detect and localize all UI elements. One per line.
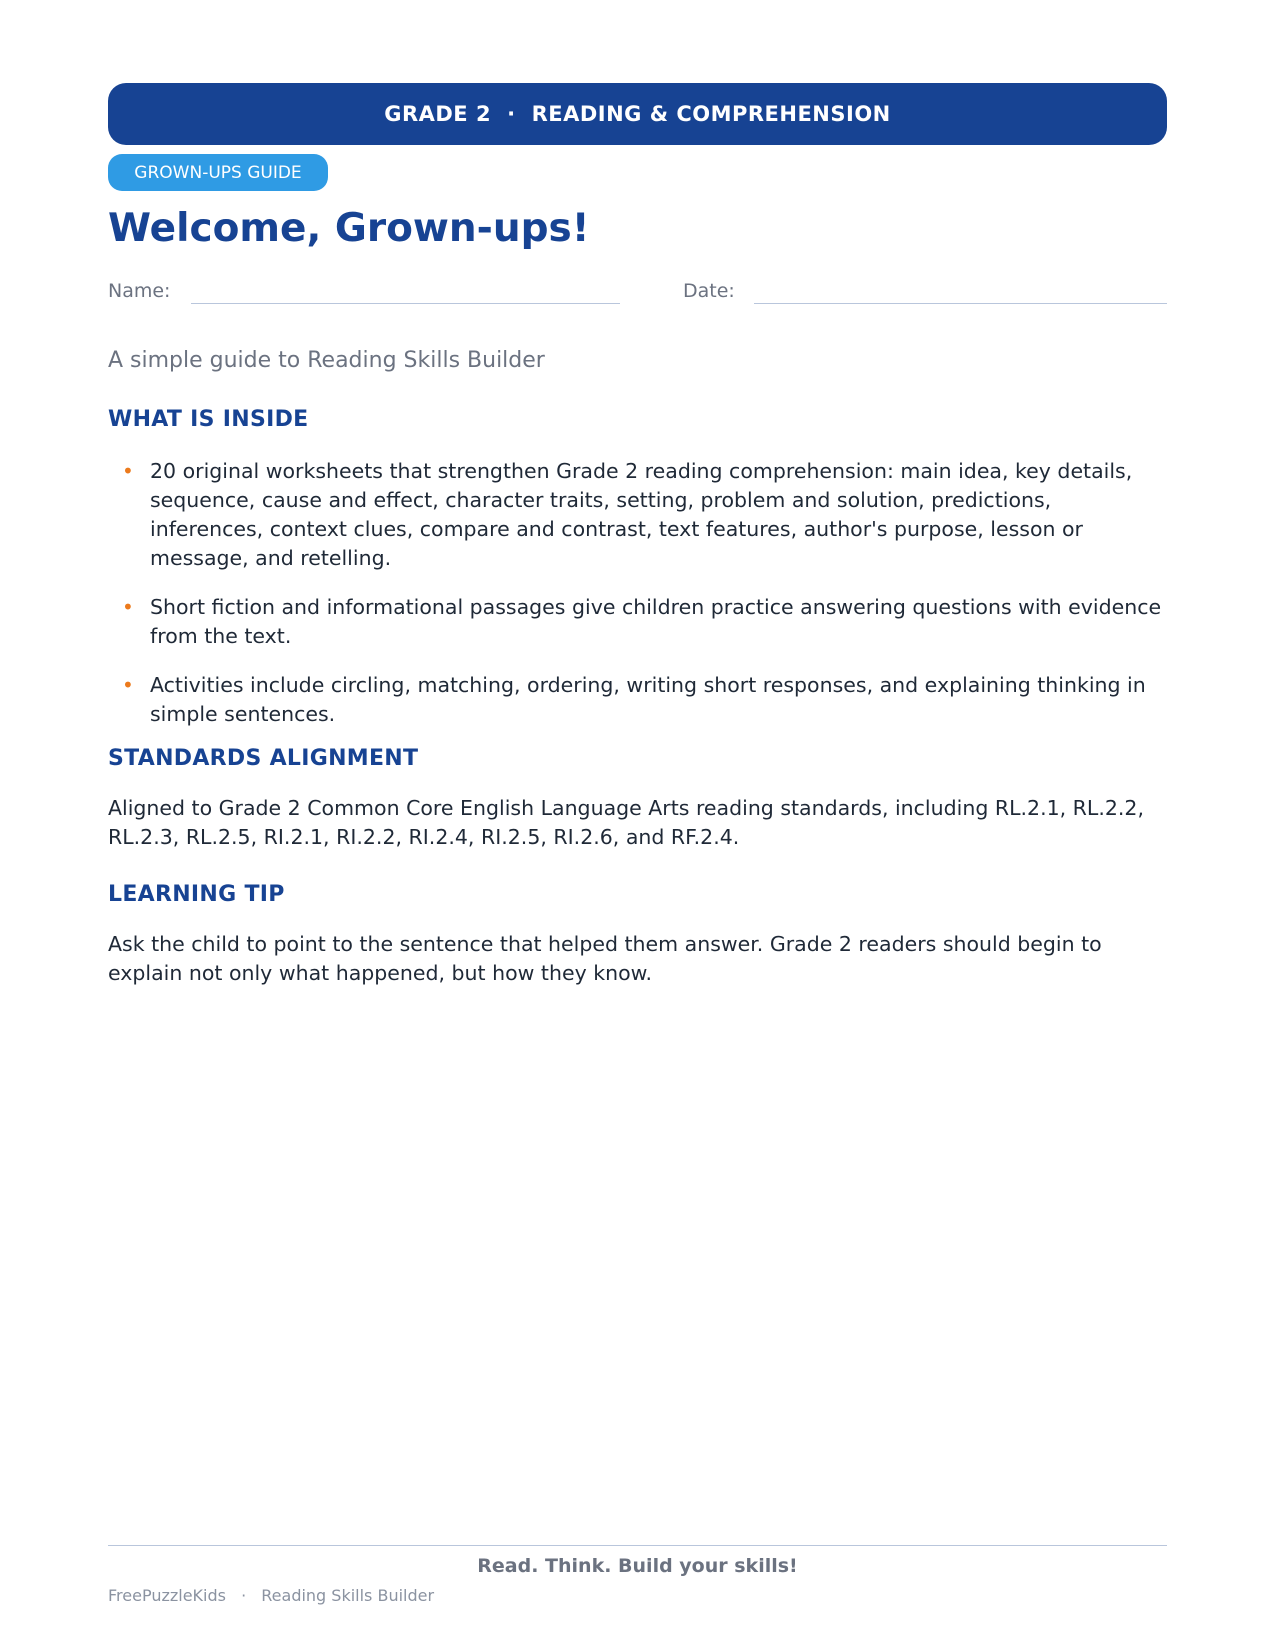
date-label: Date:	[683, 280, 735, 302]
subject-label: READING & COMPREHENSION	[531, 102, 891, 126]
section-heading-inside: WHAT IS INSIDE	[108, 407, 309, 432]
page-title: Welcome, Grown-ups!	[108, 206, 590, 251]
footer-separator: ·	[241, 1586, 247, 1605]
bullet-dot-icon: •	[122, 459, 134, 483]
name-label: Name:	[108, 280, 171, 302]
grade-label: GRADE 2	[384, 102, 492, 126]
page-subtitle: A simple guide to Reading Skills Builder	[108, 348, 545, 373]
brand-name: FreePuzzleKids	[108, 1586, 226, 1605]
guide-badge: GROWN-UPS GUIDE	[108, 154, 328, 191]
section-heading-standards: STANDARDS ALIGNMENT	[108, 746, 419, 771]
bullet-dot-icon: •	[122, 673, 134, 697]
tip-text: Ask the child to point to the sentence that helped them answer. Grade 2 readers should begin to explain not only what happened, but how they know.	[108, 932, 1102, 985]
name-field[interactable]	[191, 303, 620, 304]
list-item	[108, 671, 1167, 729]
list-item-text: Activities include circling, matching, ordering, writing short responses, and explaining thinking in simple sentences.	[150, 673, 1146, 726]
header-separator: ·	[507, 102, 516, 126]
footer-tagline: Read. Think. Build your skills!	[477, 1555, 798, 1577]
header-banner	[108, 83, 1167, 145]
inside-list	[108, 457, 1167, 749]
list-item-text: 20 original worksheets that strengthen Grade 2 reading comprehension: main idea, key details, sequence, cause and effect, character traits, setting, problem and solution, predictions, inferences, context clues, compare and contrast, text features, author's purpose, lesson or message, and retelling.	[150, 459, 1133, 570]
list-item	[108, 593, 1167, 651]
section-heading-tip: LEARNING TIP	[108, 882, 285, 907]
list-item-text: Short fiction and informational passages give children practice answering questions with evidence from the text.	[150, 595, 1162, 648]
footer-divider	[108, 1545, 1167, 1546]
product-name: Reading Skills Builder	[261, 1586, 435, 1605]
bullet-dot-icon: •	[122, 595, 134, 619]
footer-credit	[108, 1586, 434, 1605]
standards-text: Aligned to Grade 2 Common Core English Language Arts reading standards, including RL.2.1, RL.2.2, RL.2.3, RL.2.5, RI.2.1, RI.2.2, RI.2.4, RI.2.5, RI.2.6, and RF.2.4.	[108, 796, 1144, 849]
date-field[interactable]	[754, 303, 1167, 304]
list-item	[108, 457, 1167, 573]
